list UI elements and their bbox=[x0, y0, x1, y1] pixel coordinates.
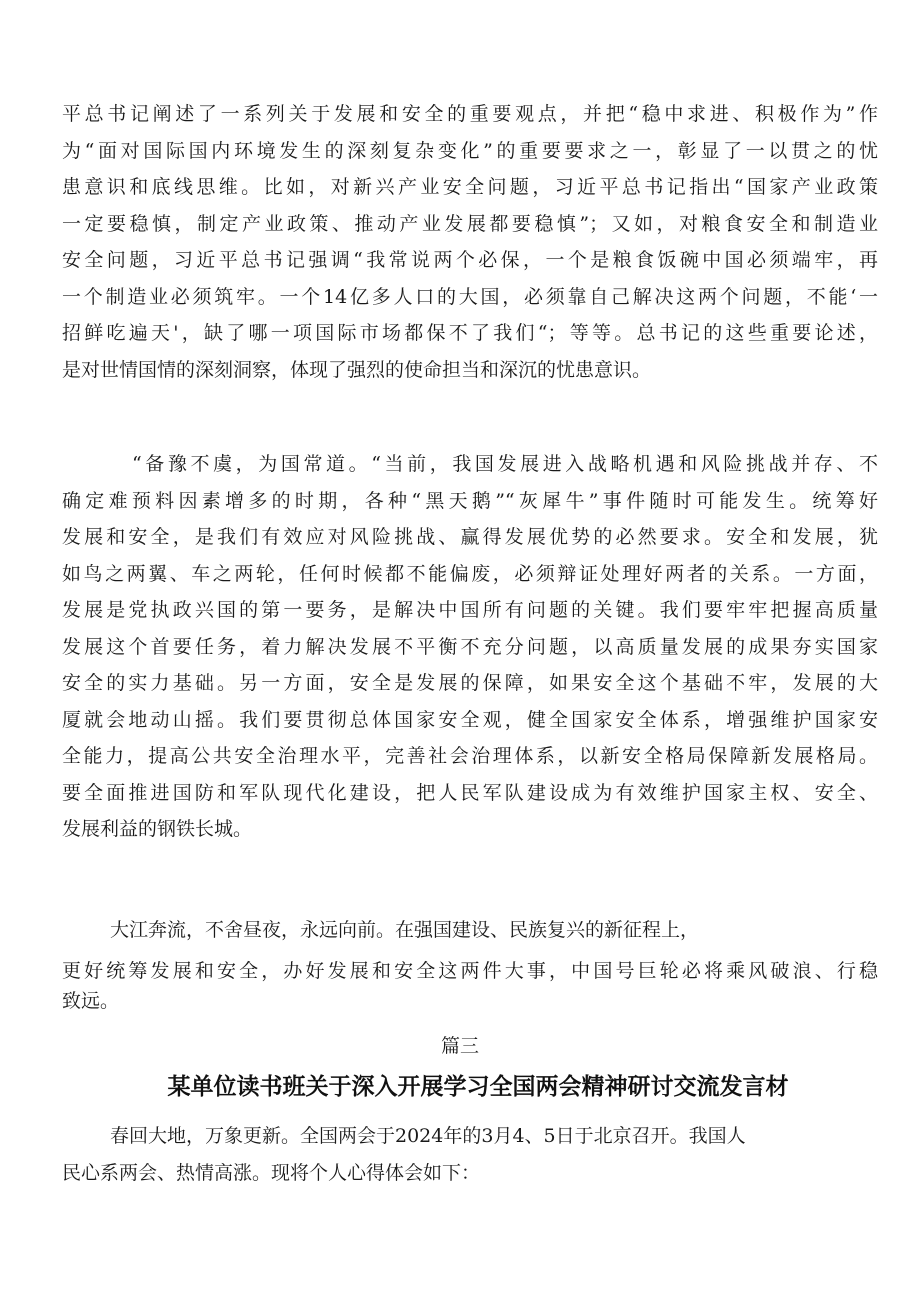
paragraph-2 bbox=[62, 446, 878, 848]
text-line: 平总书记阐述了一系列关于发展和安全的重要观点，并把“稳中求进、积极作为”作 bbox=[62, 103, 878, 125]
text-line: 要全面推进国防和军队现代化建设，把人民军队建设成为有效维护国家主权、安全、 bbox=[62, 781, 878, 804]
paragraph-4 bbox=[62, 1118, 878, 1191]
text-line: 患意识和底线思维。比如，对新兴产业安全问题，习近平总书记指出“国家产业政策 bbox=[62, 176, 878, 198]
text-line: 发展这个首要任务，着力解决发展不平衡不充分问题，以高质量发展的成果夯实国家 bbox=[62, 635, 878, 658]
text-line: 全能力，提高公共安全治理水平，完善社会治理体系，以新安全格局保障新发展格局。 bbox=[62, 745, 878, 767]
paragraph-1 bbox=[62, 96, 878, 388]
text-line: 一定要稳慎，制定产业政策、推动产业发展都要稳慎”；又如，对粮食安全和制造业 bbox=[62, 212, 878, 235]
text-line: “备豫不虞，为国常道。“当前，我国发展进入战略机遇和风险挑战并存、不 bbox=[132, 453, 878, 475]
text-line: 发展和安全，是我们有效应对风险挑战、赢得发展优势的必然要求。安全和发展，犹 bbox=[62, 526, 878, 548]
text-line: 安全问题，习近平总书记强调“我常说两个必保，一个是粮食饭碗中国必须端牢，再 bbox=[62, 249, 878, 271]
section-label: 篇三 bbox=[440, 1035, 479, 1057]
text-line: 确定难预料因素增多的时期，各种“黑天鹅”“灰犀牛”事件随时可能发生。统筹好 bbox=[62, 489, 878, 512]
text-line: 春回大地，万象更新。全国两会于2024年的3月4、5日于北京召开。我国人 bbox=[110, 1125, 746, 1147]
text-line: 如鸟之两翼、车之两轮，任何时候都不能偏废，必须辩证处理好两者的关系。一方面， bbox=[62, 562, 878, 585]
text-line: 是对世情国情的深刻洞察，体现了强烈的使命担当和深沉的忧患意识。 bbox=[62, 358, 652, 381]
text-line: 发展利益的钢铁长城。 bbox=[62, 818, 253, 840]
text-line: 厦就会地动山摇。我们要贯彻总体国家安全观，健全国家安全体系，增强维护国家安 bbox=[62, 708, 878, 731]
text-line: 民心系两会、热情高涨。现将个人心得体会如下： bbox=[62, 1161, 481, 1184]
text-line: 招鲜吃遍天'，缺了哪一项国际市场都保不了我们“；等等。总书记的这些重要论述， bbox=[62, 322, 878, 344]
text-line: 为“面对国际国内环境发生的深刻复杂变化”的重要要求之一，彰显了一以贯之的忧 bbox=[62, 139, 878, 162]
text-line: 安全的实力基础。另一方面，安全是发展的保障，如果安全这个基础不牢，发展的大 bbox=[62, 672, 878, 694]
document-title: 某单位读书班关于深入开展学习全国两会精神研讨交流发言材 bbox=[167, 1074, 789, 1100]
text-line: 一个制造业必须筑牢。一个14亿多人口的大国，必须靠自己解决这两个问题，不能‘一 bbox=[62, 285, 878, 308]
text-line: 大江奔流，不舍昼夜，永远向前。在强国建设、民族复兴的新征程上， bbox=[110, 919, 700, 941]
text-line: 更好统筹发展和安全，办好发展和安全这两件大事，中国号巨轮必将乘风破浪、行稳 bbox=[62, 959, 878, 982]
text-line: 致远。 bbox=[62, 990, 120, 1012]
text-line: 发展是党执政兴国的第一要务，是解决中国所有问题的关键。我们要牢牢把握高质量 bbox=[62, 599, 878, 621]
paragraph-3 bbox=[62, 912, 878, 1013]
